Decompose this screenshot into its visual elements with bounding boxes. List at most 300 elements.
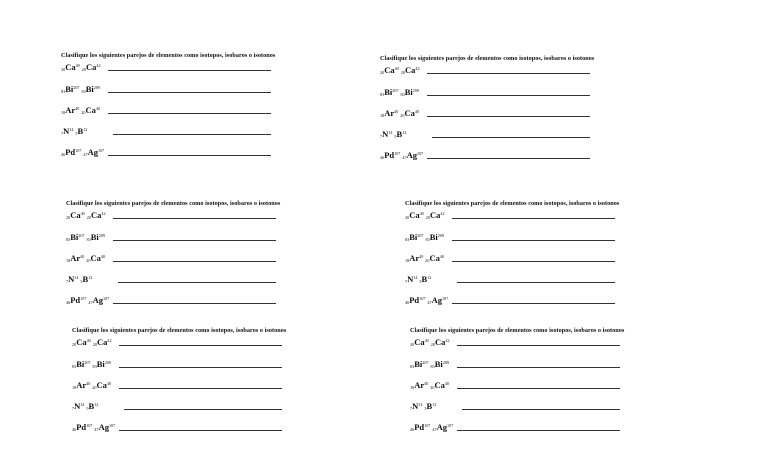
pair-row — [61, 103, 271, 115]
nuclide-1 — [72, 402, 84, 411]
exercise-title: Clasifique los siguientes parejos de elementos como isotopos, isobaros o isotonos — [72, 327, 287, 334]
nuclide-1 — [380, 109, 398, 118]
answer-line[interactable] — [108, 70, 271, 71]
mass-number: 42 — [440, 211, 445, 216]
answer-line[interactable] — [119, 430, 282, 431]
mass-number: 107 — [416, 151, 424, 156]
nuclide-1 — [72, 381, 90, 390]
nuclide-pair — [410, 381, 451, 390]
answer-line[interactable] — [452, 218, 615, 219]
atomic-number: 46 — [61, 152, 66, 157]
pair-row — [72, 357, 282, 369]
mass-number: 40 — [86, 381, 91, 386]
atomic-number: 47 — [94, 427, 99, 432]
element-symbol: Ag — [98, 422, 109, 432]
nuclide-1 — [410, 360, 429, 369]
nuclide-1 — [405, 254, 423, 263]
element-symbol: Ar — [414, 380, 425, 390]
nuclide-1 — [66, 275, 78, 284]
nuclide-2 — [94, 423, 115, 432]
element-symbol: Ca — [409, 210, 420, 220]
element-symbol: Ca — [65, 62, 76, 72]
element-symbol: Ar — [70, 253, 81, 263]
answer-line[interactable] — [124, 409, 282, 410]
pair-row — [410, 420, 620, 432]
atomic-number: 46 — [380, 155, 385, 160]
atomic-number: 47 — [88, 300, 93, 305]
element-symbol: B — [396, 129, 403, 139]
nuclide-1 — [405, 233, 424, 242]
nuclide-2 — [425, 254, 444, 263]
element-symbol: Ca — [434, 337, 446, 347]
mass-number: 209 — [437, 233, 444, 238]
answer-line[interactable] — [457, 430, 620, 431]
mass-number: 12 — [402, 130, 407, 135]
nuclide-2 — [88, 296, 109, 305]
mass-number: 209 — [412, 88, 419, 93]
element-symbol: Ca — [85, 105, 96, 115]
answer-line[interactable] — [452, 303, 615, 304]
answer-line[interactable] — [113, 303, 276, 304]
nuclide-2 — [82, 85, 101, 94]
nuclide-pair — [405, 211, 447, 220]
answer-line[interactable] — [118, 282, 276, 283]
nuclide-pair — [61, 106, 102, 115]
nuclide-pair — [72, 338, 114, 347]
answer-line[interactable] — [119, 345, 282, 346]
pair-row — [380, 148, 590, 160]
mass-number: 40 — [75, 63, 80, 68]
element-symbol: N — [74, 401, 81, 411]
mass-number: 107 — [75, 148, 82, 153]
mass-number: 107 — [441, 296, 449, 301]
exercise-title: Clasifique los siguientes parejos de elementos como isotopos, isobaros o isotonos — [61, 52, 276, 59]
mass-number: 42 — [107, 338, 112, 343]
atomic-number: 5 — [419, 279, 422, 284]
atomic-number: 83 — [86, 237, 91, 242]
element-symbol: Pd — [414, 422, 425, 432]
nuclide-2 — [419, 275, 431, 284]
atomic-number: 46 — [405, 300, 410, 305]
nuclide-pair — [405, 296, 450, 305]
exercise-title: Clasifique los siguientes parejos de elementos como isotopos, isobaros o isotonos — [380, 55, 595, 62]
element-symbol: Ca — [429, 210, 441, 220]
nuclide-2 — [92, 381, 111, 390]
answer-line[interactable] — [452, 261, 615, 262]
atomic-number: 7 — [405, 279, 408, 284]
nuclide-pair — [380, 151, 425, 160]
element-symbol: Ag — [436, 422, 447, 432]
answer-line[interactable] — [113, 218, 276, 219]
pair-row — [380, 63, 590, 75]
element-symbol: Bi — [384, 87, 393, 97]
nuclide-2 — [402, 151, 423, 160]
pair-row — [61, 82, 271, 94]
pair-row — [405, 251, 615, 263]
pair-row — [61, 124, 271, 136]
nuclide-2 — [400, 109, 419, 118]
nuclide-1 — [380, 130, 392, 139]
element-symbol: Pd — [384, 150, 395, 160]
answer-line[interactable] — [108, 155, 271, 156]
answer-line[interactable] — [427, 116, 590, 117]
element-symbol: Ar — [409, 253, 420, 263]
mass-number: 12 — [94, 402, 99, 407]
pair-row — [72, 335, 282, 347]
pair-row — [72, 420, 282, 432]
mass-number: 40 — [100, 254, 106, 259]
mass-number: 14 — [69, 127, 74, 132]
mass-number: 12 — [432, 402, 437, 407]
nuclide-1 — [380, 88, 399, 97]
atomic-number: 20 — [81, 67, 86, 72]
element-symbol: Ag — [92, 295, 103, 305]
atomic-number: 47 — [83, 152, 88, 157]
atomic-number: 5 — [86, 406, 89, 411]
element-symbol: B — [421, 274, 428, 284]
mass-number: 40 — [419, 254, 424, 259]
pair-row — [410, 399, 620, 411]
mass-number: 40 — [444, 381, 450, 386]
exercise-block-6 — [410, 327, 625, 432]
element-symbol: N — [382, 129, 389, 139]
element-symbol: N — [63, 126, 70, 136]
answer-line[interactable] — [113, 261, 276, 262]
atomic-number: 46 — [66, 300, 71, 305]
atomic-number: 46 — [72, 427, 77, 432]
mass-number: 107 — [97, 148, 105, 153]
atomic-number: 47 — [432, 427, 437, 432]
nuclide-2 — [81, 106, 100, 115]
nuclide-pair — [61, 127, 89, 136]
nuclide-pair — [410, 338, 452, 347]
nuclide-2 — [93, 360, 112, 369]
nuclide-1 — [72, 423, 92, 432]
atomic-number: 20 — [405, 215, 410, 220]
element-symbol: Ar — [384, 108, 395, 118]
mass-number: 42 — [445, 338, 450, 343]
answer-line[interactable] — [462, 409, 620, 410]
atomic-number: 5 — [424, 406, 427, 411]
element-symbol: Ar — [65, 105, 76, 115]
nuclide-1 — [61, 85, 80, 94]
nuclide-1 — [380, 66, 399, 75]
element-symbol: Ag — [406, 150, 417, 160]
nuclide-1 — [410, 338, 429, 347]
nuclide-2 — [401, 66, 420, 75]
answer-line[interactable] — [452, 240, 615, 241]
mass-number: 12 — [88, 275, 93, 280]
mass-number: 209 — [104, 360, 111, 365]
pair-row — [66, 251, 276, 263]
mass-number: 12 — [83, 127, 88, 132]
atomic-number: 83 — [72, 364, 77, 369]
mass-number: 207 — [73, 85, 80, 90]
atomic-number: 47 — [427, 300, 432, 305]
atomic-number: 83 — [92, 364, 97, 369]
element-symbol: Bi — [76, 359, 85, 369]
element-symbol: B — [82, 274, 89, 284]
element-symbol: Pd — [409, 295, 420, 305]
pair-row — [61, 145, 271, 157]
nuclide-pair — [61, 85, 102, 94]
pair-row — [380, 127, 590, 139]
nuclide-2 — [93, 338, 112, 347]
mass-number: 207 — [78, 233, 85, 238]
atomic-number: 20 — [61, 67, 66, 72]
nuclide-1 — [66, 296, 86, 305]
atomic-number: 20 — [400, 113, 405, 118]
nuclide-pair — [66, 211, 108, 220]
element-symbol: Bi — [429, 232, 438, 242]
atomic-number: 20 — [425, 258, 430, 263]
pair-row — [410, 378, 620, 390]
pair-row — [405, 293, 615, 305]
element-symbol: N — [412, 401, 419, 411]
mass-number: 40 — [106, 381, 112, 386]
mass-number: 107 — [446, 423, 454, 428]
element-symbol: Ca — [96, 337, 108, 347]
nuclide-pair — [405, 233, 446, 242]
mass-number: 107 — [108, 423, 116, 428]
nuclide-1 — [61, 127, 73, 136]
nuclide-1 — [66, 211, 85, 220]
element-symbol: Bi — [90, 232, 99, 242]
mass-number: 14 — [413, 275, 418, 280]
element-symbol: Pd — [76, 422, 87, 432]
element-symbol: Pd — [70, 295, 81, 305]
mass-number: 40 — [80, 211, 85, 216]
pair-row — [72, 399, 282, 411]
nuclide-2 — [427, 296, 448, 305]
nuclide-pair — [410, 360, 451, 369]
atomic-number: 7 — [61, 131, 64, 136]
nuclide-1 — [61, 106, 79, 115]
mass-number: 209 — [98, 233, 105, 238]
mass-number: 40 — [80, 254, 85, 259]
answer-line[interactable] — [119, 367, 282, 368]
nuclide-2 — [83, 148, 104, 157]
nuclide-2 — [75, 127, 87, 136]
atomic-number: 18 — [61, 110, 66, 115]
element-symbol: Ca — [434, 380, 445, 390]
nuclide-pair — [410, 402, 438, 411]
atomic-number: 20 — [72, 342, 77, 347]
element-symbol: Ca — [70, 210, 81, 220]
mass-number: 12 — [427, 275, 432, 280]
nuclide-pair — [380, 130, 408, 139]
nuclide-2 — [430, 381, 449, 390]
exercise-block-5 — [72, 327, 287, 432]
mass-number: 40 — [394, 109, 399, 114]
exercise-title: Clasifique los siguientes parejos de elementos como isotopos, isobaros o isotonos — [410, 327, 625, 334]
element-symbol: Ca — [96, 380, 107, 390]
answer-line[interactable] — [457, 282, 615, 283]
answer-line[interactable] — [108, 113, 271, 114]
exercise-title: Clasifique los siguientes parejos de elementos como isotopos, isobaros o isotonos — [66, 200, 281, 207]
element-symbol: Ca — [90, 210, 102, 220]
mass-number: 14 — [418, 402, 423, 407]
mass-number: 107 — [394, 151, 401, 156]
element-symbol: Bi — [434, 359, 443, 369]
answer-line[interactable] — [457, 388, 620, 389]
atomic-number: 47 — [402, 155, 407, 160]
atomic-number: 83 — [380, 92, 385, 97]
element-symbol: Ca — [85, 62, 97, 72]
answer-line[interactable] — [113, 134, 271, 135]
pair-row — [380, 85, 590, 97]
nuclide-pair — [380, 66, 422, 75]
atomic-number: 83 — [405, 237, 410, 242]
atomic-number: 5 — [80, 279, 83, 284]
answer-line[interactable] — [113, 240, 276, 241]
atomic-number: 7 — [66, 279, 69, 284]
pair-row — [405, 208, 615, 220]
mass-number: 107 — [102, 296, 110, 301]
atomic-number: 20 — [66, 215, 71, 220]
answer-line[interactable] — [427, 158, 590, 159]
nuclide-2 — [426, 233, 445, 242]
atomic-number: 20 — [400, 70, 405, 75]
nuclide-pair — [410, 423, 455, 432]
nuclide-pair — [61, 63, 103, 72]
atomic-number: 5 — [394, 134, 397, 139]
nuclide-pair — [66, 233, 107, 242]
nuclide-pair — [66, 254, 107, 263]
answer-line[interactable] — [432, 137, 590, 138]
exercise-title: Clasifique los siguientes parejos de elementos como isotopos, isobaros o isotonos — [405, 200, 620, 207]
atomic-number: 83 — [61, 89, 66, 94]
answer-line[interactable] — [457, 345, 620, 346]
nuclide-1 — [410, 423, 430, 432]
mass-number: 40 — [75, 106, 80, 111]
pair-row — [66, 230, 276, 242]
nuclide-1 — [61, 63, 80, 72]
atomic-number: 20 — [425, 215, 430, 220]
pair-row — [410, 357, 620, 369]
nuclide-2 — [394, 130, 406, 139]
nuclide-2 — [431, 360, 450, 369]
mass-number: 40 — [424, 381, 429, 386]
exercise-block-2 — [380, 55, 595, 160]
mass-number: 42 — [415, 66, 420, 71]
atomic-number: 83 — [400, 92, 405, 97]
nuclide-pair — [61, 148, 106, 157]
nuclide-1 — [72, 338, 91, 347]
pair-row — [66, 208, 276, 220]
nuclide-1 — [405, 296, 425, 305]
atomic-number: 20 — [86, 215, 91, 220]
atomic-number: 83 — [66, 237, 71, 242]
element-symbol: Ca — [90, 253, 101, 263]
element-symbol: Ca — [404, 108, 415, 118]
atomic-number: 18 — [380, 113, 385, 118]
element-symbol: Ca — [384, 65, 395, 75]
nuclide-pair — [405, 254, 446, 263]
nuclide-2 — [87, 211, 106, 220]
nuclide-2 — [432, 423, 453, 432]
nuclide-pair — [72, 381, 113, 390]
mass-number: 14 — [80, 402, 85, 407]
mass-number: 14 — [74, 275, 79, 280]
answer-line[interactable] — [108, 92, 271, 93]
atomic-number: 7 — [72, 406, 75, 411]
atomic-number: 83 — [430, 364, 435, 369]
nuclide-2 — [82, 63, 101, 72]
element-symbol: Ca — [429, 253, 440, 263]
atomic-number: 20 — [430, 342, 435, 347]
mass-number: 207 — [417, 233, 424, 238]
nuclide-pair — [405, 275, 433, 284]
atomic-number: 18 — [72, 385, 77, 390]
element-symbol: Bi — [65, 84, 74, 94]
mass-number: 40 — [394, 66, 399, 71]
pair-row — [410, 335, 620, 347]
element-symbol: Ca — [404, 65, 416, 75]
nuclide-1 — [66, 233, 85, 242]
nuclide-pair — [380, 109, 421, 118]
element-symbol: B — [88, 401, 95, 411]
mass-number: 40 — [86, 338, 91, 343]
nuclide-1 — [66, 254, 84, 263]
mass-number: 42 — [96, 63, 101, 68]
atomic-number: 83 — [425, 237, 430, 242]
element-symbol: Ca — [414, 337, 425, 347]
element-symbol: Bi — [85, 84, 94, 94]
atomic-number: 83 — [410, 364, 415, 369]
nuclide-pair — [72, 423, 117, 432]
atomic-number: 5 — [75, 131, 78, 136]
mass-number: 207 — [392, 88, 399, 93]
mass-number: 107 — [424, 423, 431, 428]
mass-number: 40 — [419, 211, 424, 216]
element-symbol: N — [407, 274, 414, 284]
element-symbol: Bi — [414, 359, 423, 369]
pair-row — [380, 106, 590, 118]
nuclide-1 — [410, 402, 422, 411]
nuclide-2 — [401, 88, 420, 97]
nuclide-2 — [431, 338, 450, 347]
answer-line[interactable] — [119, 388, 282, 389]
atomic-number: 7 — [380, 134, 383, 139]
answer-line[interactable] — [427, 95, 590, 96]
nuclide-1 — [61, 148, 81, 157]
mass-number: 207 — [84, 360, 91, 365]
atomic-number: 18 — [405, 258, 410, 263]
mass-number: 40 — [424, 338, 429, 343]
atomic-number: 83 — [81, 89, 86, 94]
nuclide-1 — [410, 381, 428, 390]
nuclide-1 — [405, 211, 424, 220]
nuclide-2 — [80, 275, 92, 284]
pair-row — [405, 272, 615, 284]
element-symbol: B — [426, 401, 433, 411]
atomic-number: 20 — [430, 385, 435, 390]
pair-row — [66, 293, 276, 305]
nuclide-pair — [380, 88, 421, 97]
answer-line[interactable] — [427, 73, 590, 74]
element-symbol: Bi — [409, 232, 418, 242]
nuclide-1 — [72, 360, 91, 369]
nuclide-1 — [405, 275, 417, 284]
nuclide-pair — [66, 275, 94, 284]
element-symbol: Ca — [76, 337, 87, 347]
answer-line[interactable] — [457, 367, 620, 368]
element-symbol: B — [77, 126, 84, 136]
mass-number: 207 — [422, 360, 429, 365]
atomic-number: 20 — [380, 70, 385, 75]
nuclide-1 — [380, 151, 400, 160]
